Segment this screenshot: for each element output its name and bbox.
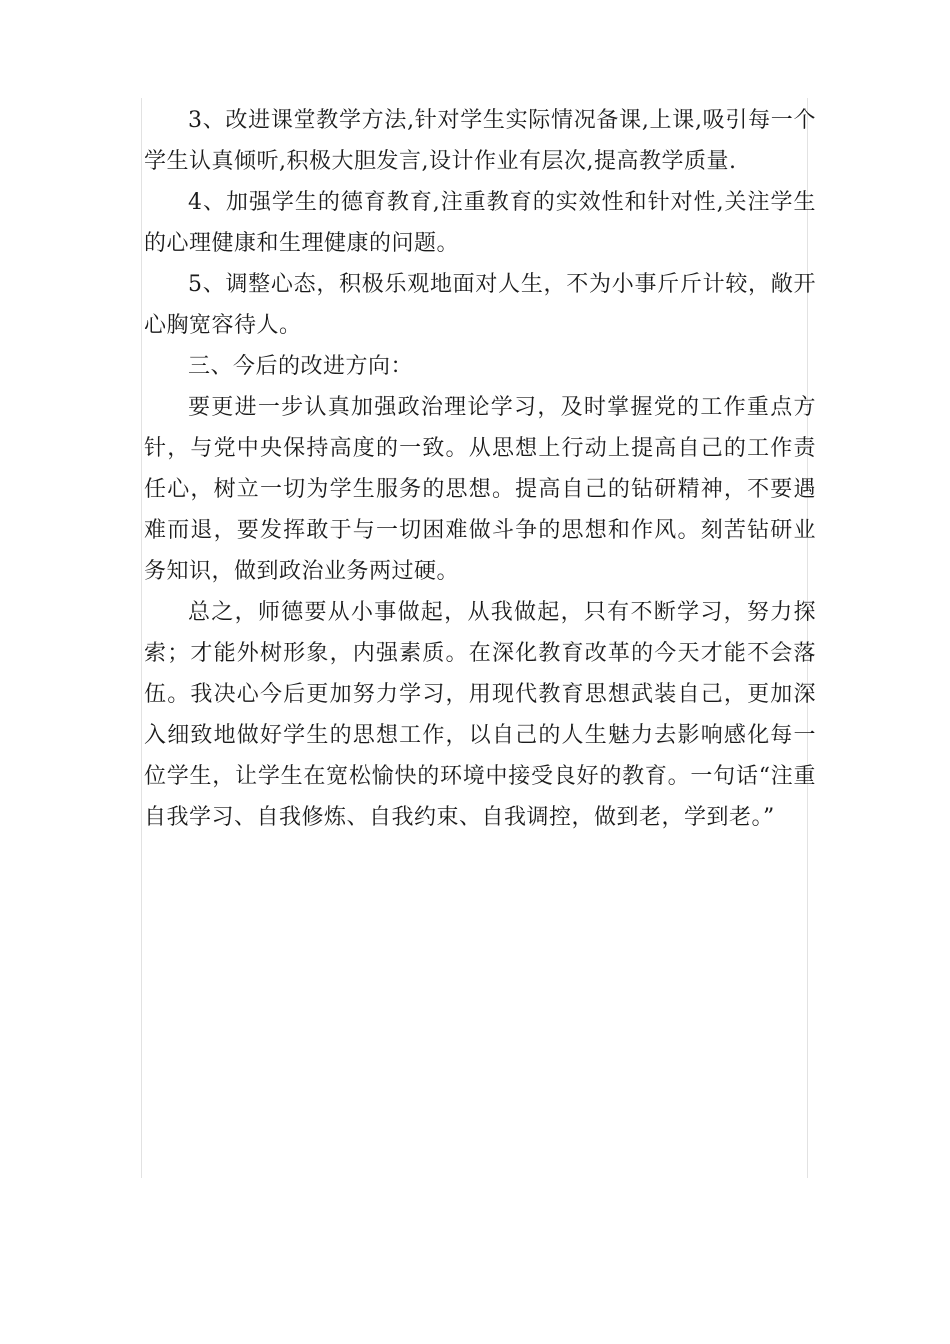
document-body xyxy=(144,100,816,838)
paragraph-adjust-mindset: 5、调整心态，积极乐观地面对人生，不为小事斤斤计较，敞开心胸宽容待人。 xyxy=(144,272,816,338)
section-heading-improvement-direction: 三、今后的改进方向： xyxy=(188,354,414,379)
paragraph-improve-teaching: 3、改进课堂教学方法,针对学生实际情况备课,上课,吸引每一个学生认真倾听,积极大胆发言,设计作业有层次,提高教学质量. xyxy=(144,108,816,174)
paragraph-moral-education: 4、加强学生的德育教育,注重教育的实效性和针对性,关注学生的心理健康和生理健康的问题。 xyxy=(144,190,816,256)
paragraph-conclusion: 总之，师德要从小事做起，从我做起，只有不断学习，努力探索；才能外树形象，内强素质。在深化教育改革的今天才能不会落伍。我决心今后更加努力学习，用现代教育思想武装自己，更加深入细致地做好学生的思想工作，以自己的人生魅力去影响感化每一位学生，让学生在宽松愉快的环境中接受良好的教育。一句话“注重自我学习、自我修炼、自我约束、自我调控，做到老，学到老。” xyxy=(144,600,816,830)
paragraph-political-study: 要更进一步认真加强政治理论学习，及时掌握党的工作重点方针，与党中央保持高度的一致。从思想上行动上提高自己的工作责任心，树立一切为学生服务的思想。提高自己的钻研精神，不要遇难而退，要发挥敢于与一切困难做斗争的思想和作风。刻苦钻研业务知识，做到政治业务两过硬。 xyxy=(144,395,816,584)
